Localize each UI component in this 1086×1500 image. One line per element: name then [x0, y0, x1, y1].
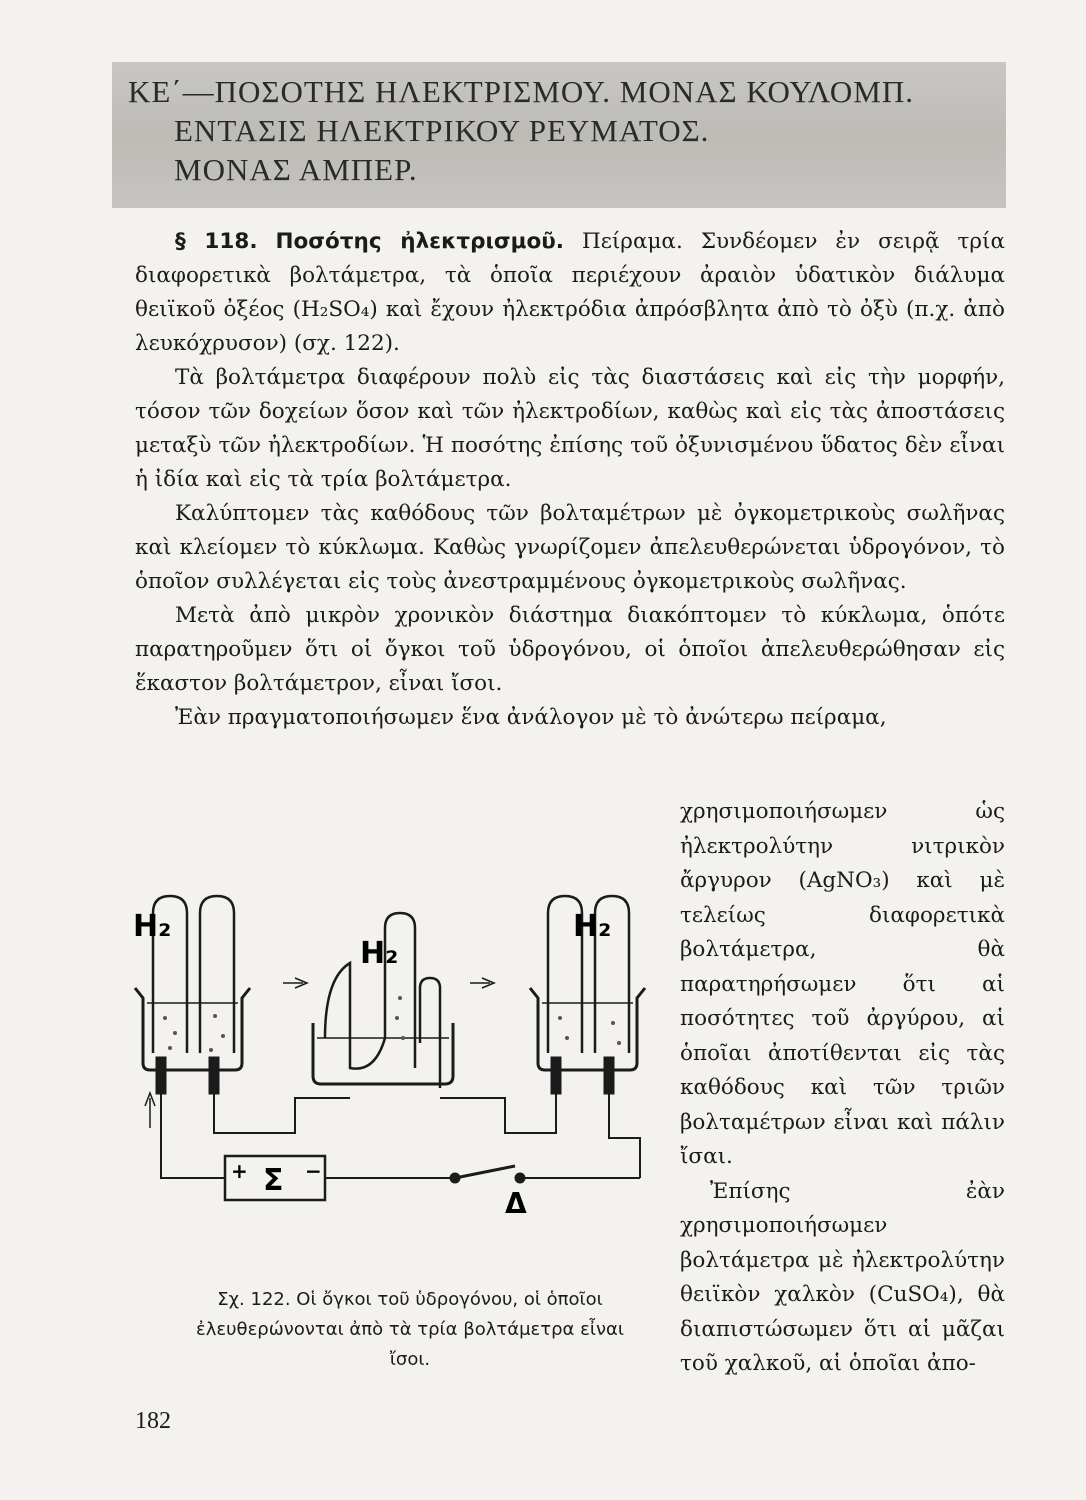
paragraph-2: Τὰ βολτάμετρα διαφέρουν πολὺ εἰς τὰς διαστάσεις καὶ εἰς τὴν μορφήν, τόσον τῶν δοχείων ὅσον καὶ τῶν ἠλεκτροδίων, καθὼς καὶ εἰς τὰς ἀποστάσεις μεταξὺ τῶν ἠλεκτροδίων. Ἡ ποσότης ἐπίσης τοῦ ὀξυνισμένου ὕδατος δὲν εἶναι ἡ ἰδία καὶ εἰς τὰ τρία βολτάμετρα.	[135, 365, 1005, 492]
paragraph-6: Ἐπίσης ἐὰν χρησιμοποιήσωμεν βολτάμετρα μὲ ἠλεκτρολύτην θειϊκὸν χαλκὸν (CuSO₄), θὰ διαπιστώσωμεν ὅτι αἱ μᾶζαι τοῦ χαλκοῦ, αἱ ὁποῖαι ἀπο-	[680, 1178, 1005, 1376]
battery-plus: +	[231, 1159, 248, 1183]
paragraph-5: Ἐὰν πραγματοποιήσωμεν ἕνα ἀνάλογον μὲ τὸ ἀνώτερω πείραμα,	[175, 705, 887, 730]
chapter-title-line-1: ΚΕ΄—ΠΟΣΟΤΗΣ ΗΛΕΚΤΡΙΣΜΟΥ. ΜΟΝΑΣ ΚΟΥΛΟΜΠ.	[128, 74, 914, 109]
wire-bottom	[161, 1093, 225, 1178]
chapter-title	[128, 72, 1008, 189]
chapter-title-line-3: ΜΟΝΑΣ ΑΜΠΕΡ.	[174, 152, 418, 187]
battery-symbol: Σ	[263, 1163, 284, 1198]
wrapped-text-column	[680, 795, 1005, 1382]
wire-right-down	[609, 1093, 640, 1178]
switch-lever	[455, 1166, 515, 1178]
paragraph-5-continued: χρησιμοποιήσωμεν ὡς ἠλεκτρολύτην νιτρικὸν ἄργυρον (AgNO₃) καὶ μὲ τελείως διαφορετικὰ βολτάμετρα, θὰ παρατηρήσωμεν ὅτι αἱ ποσότητες τοῦ ἀργύρου, αἱ ὁποῖαι ἀποτίθενται εἰς τὰς καθόδους καὶ τῶν τριῶν βολταμέτρων εἶναι καὶ πάλιν ἴσαι.	[680, 799, 1005, 1169]
switch-label: Δ	[505, 1187, 527, 1220]
section-title: Ποσότης ἠλεκτρισμοῦ.	[275, 229, 564, 254]
paragraph-4: Μετὰ ἀπὸ μικρὸν χρονικὸν διάστημα διακόπτομεν τὸ κύκλωμα, ὁπότε παρατηροῦμεν ὅτι οἱ ὄγκοι τοῦ ὑδρογόνου, οἱ ὁποῖοι ἀπελευθερώθησαν εἰς ἕκαστον βολτάμετρον, εἶναι ἴσοι.	[135, 603, 1005, 696]
figure-voltameters	[133, 888, 665, 1220]
wire-middle-to-right	[440, 1093, 556, 1133]
left-tube-2	[200, 896, 234, 1053]
page-number: 182	[135, 1408, 171, 1434]
label-h2-left: H₂	[133, 909, 172, 944]
label-h2-middle: H₂	[360, 936, 399, 971]
section-subtitle: Πείραμα.	[581, 229, 683, 254]
section-number: § 118.	[175, 229, 258, 254]
figure-caption: Σχ. 122. Οἱ ὄγκοι τοῦ ὑδρογόνου, οἱ ὁποῖοι ἐλευθερώνονται ἀπὸ τὰ τρία βολτάμετρα εἶναι ἴσοι.	[196, 1289, 624, 1370]
paragraph-1	[135, 225, 1005, 361]
paragraph-1-text: Συνδέομεν ἐν σειρᾷ τρία διαφορετικὰ βολτάμετρα, τὰ ὁποῖα περιέχουν ἀραιὸν ὑδατικὸν διάλυμα θειϊκοῦ ὀξέος (H₂SO₄) καὶ ἔχουν ἠλεκτρόδια ἀπρόσβλητα ἀπὸ τὸ ὀξὺ (π.χ. ἀπὸ λευκόχρυσον) (σχ. 122).	[135, 229, 1005, 356]
wire-left-to-middle	[214, 1093, 350, 1133]
body-text	[135, 225, 1005, 735]
battery-minus: −	[305, 1159, 322, 1183]
paragraph-3: Καλύπτομεν τὰς καθόδους τῶν βολταμέτρων μὲ ὀγκομετρικοὺς σωλῆνας καὶ κλείομεν τὸ κύκλωμα. Καθὼς γνωρίζομεν ἀπελευθερώνεται ὑδρογόνον, τὸ ὁποῖον συλλέγεται εἰς τοὺς ἀνεστραμμένους ὀγκομετρικοὺς σωλῆνας.	[135, 501, 1005, 594]
chapter-title-line-2: ΕΝΤΑΣΙΣ ΗΛΕΚΤΡΙΚΟΥ ΡΕΥΜΑΤΟΣ.	[174, 113, 710, 148]
label-h2-right: H₂	[573, 909, 612, 944]
middle-vessel	[313, 1023, 453, 1084]
